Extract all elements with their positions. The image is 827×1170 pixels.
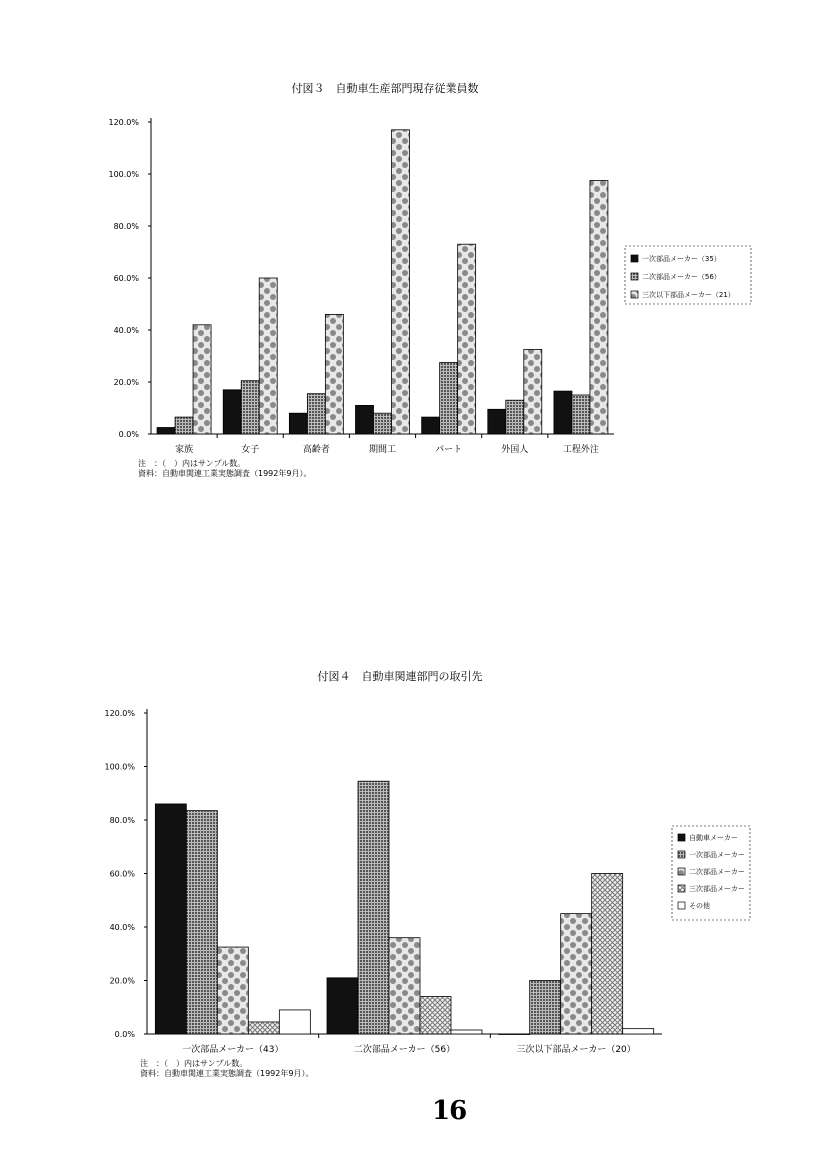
- legend-label: 一次部品メーカー（35）: [642, 255, 721, 263]
- page-number: 16: [432, 1096, 467, 1126]
- y-tick-label: 20.0%: [113, 378, 139, 387]
- y-tick-label: 20.0%: [109, 976, 135, 986]
- x-tick-label: 一次部品メーカー（43）: [182, 1045, 284, 1055]
- bar: [248, 1022, 279, 1034]
- legend-label: 三次部品メーカー: [689, 885, 745, 893]
- legend-swatch: [678, 851, 685, 858]
- legend-label: 三次以下部品メーカー（21）: [642, 291, 735, 299]
- bar: [530, 981, 561, 1035]
- y-tick-label: 0.0%: [114, 1030, 135, 1039]
- y-tick-label: 120.0%: [108, 118, 139, 127]
- x-tick-label: 外国人: [501, 445, 529, 455]
- bar: [623, 1029, 654, 1034]
- chart-note: 注 ：（ ）内はサンプル数。: [140, 1059, 248, 1068]
- y-tick-label: 80.0%: [113, 222, 139, 231]
- chart-title: 付図３ 自動車生産部門現存従業員数: [291, 82, 479, 95]
- chart-note: 注 ：（ ）内はサンプル数。: [138, 459, 246, 468]
- bar: [451, 1030, 482, 1034]
- chart-note: 資料：自動車関連工業実態調査（1992年9月）。: [140, 1069, 314, 1078]
- x-tick-label: 女子: [241, 445, 260, 455]
- bar: [358, 781, 389, 1034]
- bar: [420, 997, 451, 1034]
- chart-note: 資料：自動車関連工業実態調査（1992年9月）。: [138, 469, 312, 478]
- y-tick-label: 40.0%: [109, 923, 135, 932]
- legend-label: 一次部品メーカー: [689, 851, 745, 859]
- x-tick-label: 二次部品メーカー（56）: [353, 1045, 456, 1055]
- bar: [592, 874, 623, 1035]
- bar: [561, 914, 592, 1034]
- legend-label: 二次部品メーカー: [689, 868, 745, 876]
- bar: [499, 1034, 530, 1035]
- y-tick-label: 40.0%: [113, 326, 139, 335]
- legend-swatch: [678, 885, 685, 892]
- bar: [327, 978, 358, 1034]
- x-tick-label: 高齢者: [302, 445, 330, 455]
- bar: [155, 804, 186, 1034]
- bar: [389, 938, 420, 1034]
- bar: [186, 811, 217, 1034]
- legend-swatch: [678, 868, 685, 875]
- bar: [217, 947, 248, 1034]
- legend-swatch: [678, 834, 685, 841]
- y-tick-label: 0.0%: [118, 430, 139, 439]
- legend-swatch: [678, 902, 685, 909]
- x-tick-label: パート: [435, 445, 463, 455]
- y-tick-label: 120.0%: [104, 709, 135, 718]
- x-tick-label: 家族: [175, 445, 194, 455]
- x-tick-label: 期間工: [368, 445, 397, 455]
- legend-label: 自動車メーカー: [689, 834, 738, 842]
- x-tick-label: 三次以下部品メーカー（20）: [516, 1045, 636, 1055]
- y-tick-label: 100.0%: [104, 762, 135, 772]
- y-tick-label: 60.0%: [113, 274, 139, 283]
- y-tick-label: 60.0%: [109, 869, 135, 879]
- chart-title: 付図４ 自動車関連部門の取引先: [317, 670, 483, 683]
- legend-label: その他: [689, 902, 710, 910]
- y-tick-label: 100.0%: [108, 170, 139, 179]
- y-tick-label: 80.0%: [109, 816, 135, 825]
- legend-label: 二次部品メーカー（56）: [642, 273, 721, 281]
- x-tick-label: 工程外注: [562, 445, 599, 455]
- bar: [279, 1010, 310, 1034]
